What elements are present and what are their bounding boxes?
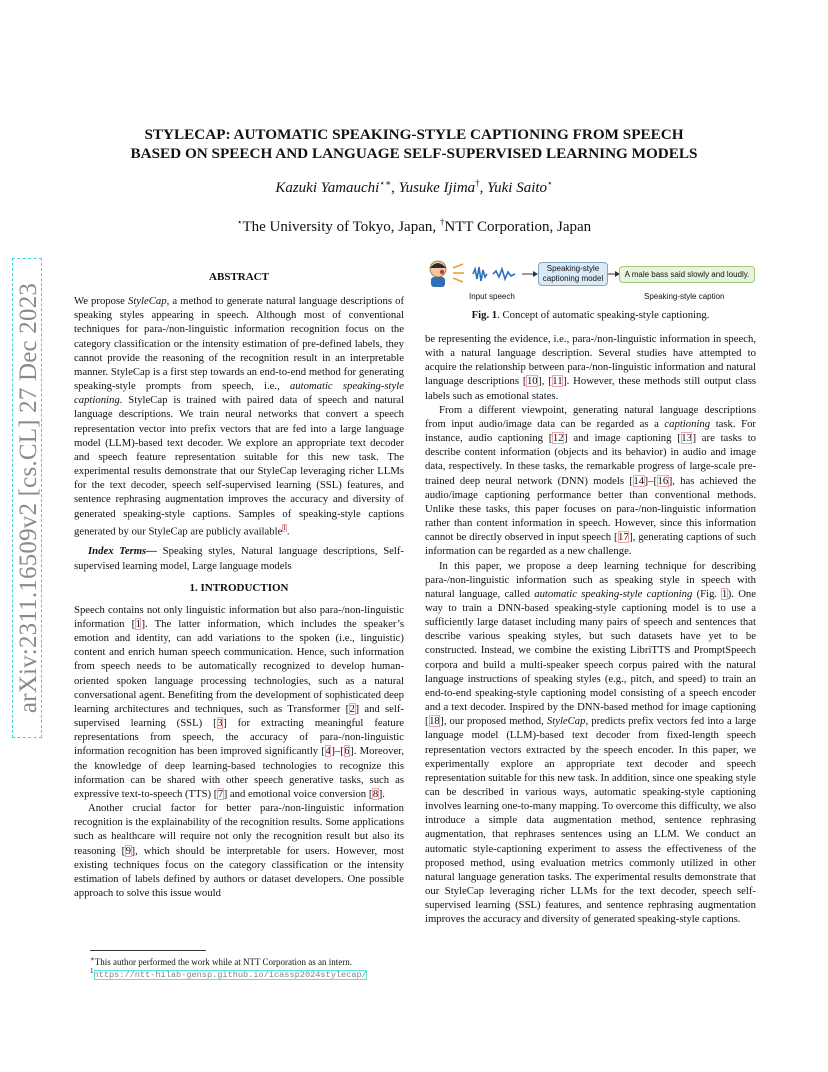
figure-1-caption-text: . Concept of automatic speaking-style captioning.: [497, 309, 710, 321]
arxiv-stamp[interactable]: [12, 258, 46, 738]
right-text-part: and image captioning: [567, 432, 678, 445]
paper-title-line-1: STYLECAP: AUTOMATIC SPEAKING-STYLE CAPTIONING FROM SPEECH: [144, 126, 684, 143]
abstract-text-part: .: [286, 525, 290, 538]
paper-title-line-2: BASED ON SPEECH AND LANGUAGE SELF-SUPERVISED LEARNING MODELS: [130, 145, 698, 162]
right-text-part: task. For instance, audio captioning: [425, 417, 756, 445]
arxiv-stamp-text: arXiv:2311.16509v2 [cs.CL] 27 Dec 2023: [15, 282, 42, 714]
intro-paragraph-1: Speech contains not only linguistic information but also para-/non-linguistic information [1]. The latter information, which includes the speaker’s emotion and identity, can add variations to the spoken (i.e., linguistic) content and enrich human speech communication. Hence, such information from speech needs to be automatically recognized to develop human-oriented spoken language processing technologies, such as a natural conversational agent. Benefiting from the development of sophisticated deep learning architectures and techniques, such as Transformer [2] and self-supervised learning (SSL) [3] for extracting meaningful feature representations from speech, the accuracy of para-/non-linguistic information recognition has been improved significantly [4]–[6]. Moreover, the knowledge of deep learning-based technologies to recognize this information can be shared with other speech generative tasks, such as expressive text-to-speech (TTS) [7] and emotional voice conversion [8].: [74, 603, 405, 800]
citation-link[interactable]: 7: [217, 787, 224, 800]
right-text-part: are tasks to describe content information (objects and its behavior) in audio and image data, respectively. In these tasks, the remarkable progress of large-scale pre-trained deep neural network (DNN) models: [425, 432, 757, 487]
citation-link[interactable]: 12: [552, 432, 564, 445]
right-text-part: , generating captions of such information can be regarded as a new challenge.: [425, 531, 756, 558]
right-text-part: ). One way to train a DNN-based speaking-style captioning model is to use a sufficiently large dataset including many pairs of speech and sentences that describe various speaking styles, but such datasets have yet to be constructed. Instead, we combine the existing LibriTTS and PromptSpeech corpora and build a multi-speaker speech corpus paired with the natural language instructions of speaking styles (e.g., pitch, and speed) to train an end-to-end speaking-style captioning model consisting of a speech encoder and a text decoder. Inspired by the DNN-based method for image captioning: [425, 587, 756, 714]
right-paragraph-2: From a different viewpoint, generating natural language descriptions from input audio/image data can be regarded as a captioning task. For instance, audio captioning [12] and image captioning [13] are tasks to describe content information (objects and its behavior) in audio and image data, respectively. In these tasks, the remarkable progress of large-scale pre-trained deep neural network (DNN) models [14]–[16], has achieved the audio/image captioning performance better than conventional methods. Unlike these tasks, this paper focuses on para-/non-linguistic information rather than content information in speech. However, since this information cannot be directly observed in input speech [17], generating captions of such information can be regarded as a new challenge.: [425, 403, 757, 558]
author-2-mark: †: [475, 178, 480, 188]
citation-link[interactable]: 18: [429, 715, 440, 728]
author-1: Kazuki Yamauchi: [275, 180, 380, 196]
affiliation-1: The University of Tokyo, Japan,: [242, 219, 440, 235]
paper-title: [74, 125, 754, 163]
author-2: Yusuke Ijima: [398, 180, 476, 196]
citation-link[interactable]: 3: [217, 717, 223, 730]
right-paragraph-3: In this paper, we propose a deep learning technique for describing para-/non-linguistic information such as speaking style in speech with natural language, called automatic speaking-style captioning (Fig. 1). One way to train a DNN-based speaking-style captioning model is to use a sufficiently large dataset including many pairs of speech and sentences that describe various speaking styles, but such datasets have yet to be constructed. Instead, we combine the existing LibriTTS and PromptSpeech corpora and build a multi-speaker speech corpus paired with the natural language instructions of speaking styles (e.g., pitch, and speed) to train an end-to-end speaking-style captioning model consisting of a speech encoder and a text decoder. Inspired by the DNN-based method for image captioning [18], our proposed method, StyleCap, predicts prefix vectors fed into a large language model (LLM)-based text decoder from fixed-length speech representation vectors extracted by the speech encoder. In this paper, we experimentally explore an appropriate text decoder and speech representation suitable for this new task. In addition, since one speaking style can be described in various ways, automatic speaking-style captioning involves learning one-to-many mapping. To overcome this difficulty, we also introduce a simple data augmentation method, sentence rephrasing augmentation, that rephrases sentences using an LLM. We conduct an automatic style-captioning experiment to assess the effectiveness of the proposed method, using evaluation metrics commonly utilized in other natural language generation tasks. The experimental results demonstrate that our StyleCap leveraging richer LLMs for the text decoder, speech self-supervised learning (SSL) features, and sentence rephrasing augmentation improves the accuracy and diversity of generated speaking-style captions.: [425, 559, 756, 926]
citation-link[interactable]: 17: [618, 531, 629, 544]
abstract-text-part: . StyleCap is trained with paired data of speech and natural language descriptions. We train neural networks that convert a speech representation vector into prefix vectors that are fed into a large language model (LLM)-based text decoder. We explore an appropriate text decoder and speech feature representation suitable for this new task. The experimental results demonstrate that our StyleCap leveraging richer LLMs for the text decoder, speech self-supervised learning (SSL) features, and sentence rephrasing augmentation improves the accuracy and diversity of generated speaking-style captions. Samples of speaking-style captions generated by our StyleCap are publicly available: [74, 394, 404, 538]
right-text-part: . However, these methods still output class labels such as emotional states.: [425, 375, 757, 402]
citation-link[interactable]: 16: [657, 474, 669, 487]
captioning-model-box: [538, 262, 608, 286]
intro-heading: 1. INTRODUCTION: [189, 581, 289, 594]
citation-link[interactable]: 2: [349, 702, 355, 715]
abstract-text: [74, 294, 404, 538]
author-3: Yuki Saito: [487, 180, 548, 196]
intro-paragraph-2: Another crucial factor for better para-/non-linguistic information recognition is the explainability of the recognition results. Some applications such as healthcare will require not only the recognition result but also its reasoning [9], which should be interpretable for users. However, most existing techniques focus on the category classification or the intensity estimation of labels defined by authors or dataset developers. One possible approach to solve this issue would: [74, 802, 404, 899]
right-text-part: (Fig.: [692, 587, 722, 600]
captioning-model-label-1: Speaking-style: [546, 264, 600, 273]
author-list: Kazuki Yamauchi⋆∗, Yusuke Ijima†, Yuki Saito⋆: [275, 178, 553, 196]
abstract-text-part: , a method to generate natural language descriptions of speaking styles appearing in speech. Although most of conventional techniques for para-/non-linguistic information recognition focus on the category classification or the intensity estimation of pre-defined labels, they cannot provide the reasoning of the recognition result in an interpretable manner. StyleCap is a first step towards an end-to-end method for generating speaking-style prompts from speech, i.e.,: [74, 295, 405, 393]
citation-link[interactable]: 1: [135, 618, 141, 630]
right-text-part: be representing the evidence, i.e., para-/non-linguistic information in speech, with a natural language description. Several studies have attempted to acquire the relationship between para-/non-linguistic information and natural language descriptions: [425, 333, 756, 388]
abstract-heading: ABSTRACT: [209, 271, 269, 283]
footnote-1-text: This author performed the work while at NTT Corporation as an intern.: [94, 957, 353, 967]
index-terms-label: Index Terms—: [88, 545, 157, 558]
figure-1: [425, 256, 756, 308]
intro-text-part: and emotional voice conversion: [227, 787, 369, 800]
citation-link[interactable]: 8: [372, 787, 379, 800]
affiliation-2-mark: †: [439, 217, 445, 227]
abstract-method-name: StyleCap: [127, 295, 167, 308]
intro-text-part: for extracting meaningful feature representations from speech, the accuracy of para-/non-linguistic information recognition has been improved significantly: [74, 717, 404, 758]
right-text-part: –: [648, 474, 654, 487]
footnote-ref-1[interactable]: 1: [282, 523, 287, 532]
citation-link[interactable]: 13: [681, 432, 692, 445]
footnote-1-mark: ∗: [90, 955, 95, 963]
right-text-part: , has achieved the audio/image captioning performance better than conventional methods. Unlike these tasks, this paper focuses on para-/non-linguistic information rather than content information in speech. However, since this information cannot be directly observed in input speech: [425, 474, 757, 544]
citation-link[interactable]: 14: [633, 474, 645, 487]
right-column: [425, 332, 756, 927]
abstract-section: [74, 270, 404, 900]
caption-label: Speaking-style caption: [644, 292, 725, 301]
footnote-rule: [90, 950, 206, 951]
author-1-mark: ⋆∗: [379, 178, 392, 188]
intro-text-part: . Moreover, the knowledge of deep learning-based technologies to recognize this information can be shared with other speech generative tasks, such as expressive text-to-speech (TTS): [74, 745, 404, 800]
intro-text-part: , which should be interpretable for users. However, most existing techniques focus on the category classification or the intensity estimation of labels defined by authors or dataset developers. One possible approach to solve this issue would: [74, 844, 404, 899]
index-terms-text: Speaking styles, Natural language descriptions, Self-supervised learning model, Large language models: [74, 545, 404, 572]
right-italic-term: captioning: [664, 417, 711, 430]
arrow-to-model-icon: [522, 269, 538, 279]
input-speech-label: Input speech: [469, 292, 515, 301]
intro-text-part: . The latter information, which includes the speaker’s emotion and identity, can add variations to the spoken (i.e., linguistic) content and enrich human speech communication. Hence, such information from speech needs to be automatically recognized to develop human-oriented spoken language processing technologies, such as a natural conversational agent. Benefiting from the development of sophisticated deep learning architectures and techniques, such as Transformer: [74, 618, 404, 715]
right-text-part: , predicts prefix vectors fed into a large language model (LLM)-based text decoder from fixed-length speech representation vectors extracted by the speech encoder. In this paper, we experimentally explore an appropriate text decoder and speech representation suitable for this new task. In addition, since one speaking style can be described in various ways, automatic speaking-style captioning involves learning one-to-many mapping. To overcome this difficulty, we also introduce a simple data augmentation method, sentence rephrasing augmentation, that rephrases sentences using an LLM. We conduct an automatic style-captioning experiment to assess the effectiveness of the proposed method, using evaluation metrics commonly utilized in other natural language generation tasks. The experimental results demonstrate that our StyleCap leveraging richer LLMs for the text decoder, speech self-supervised learning (SSL) features, and sentence rephrasing augmentation improves the accuracy and diversity of generated speaking-style captions.: [425, 715, 756, 926]
right-paragraph-1: be representing the evidence, i.e., para-/non-linguistic information in speech, with a natural language description. Several studies have attempted to acquire the relationship between para-/non-linguistic information and natural language descriptions [10], [11]. However, these methods still output class labels such as emotional states.: [425, 333, 757, 402]
citation-link[interactable]: 4: [325, 745, 331, 758]
sound-lines-icon: [452, 262, 466, 284]
captioning-model-label-2: captioning model: [542, 274, 604, 283]
footnote-2-mark: 1: [90, 967, 94, 975]
intro-text-part: and self-supervised learning (SSL): [74, 702, 405, 730]
right-text-part: ,: [541, 375, 549, 388]
right-italic-term: StyleCap: [546, 715, 586, 728]
citation-link[interactable]: 11: [552, 375, 563, 388]
citation-link[interactable]: 6: [344, 745, 350, 758]
intro-text-part: Speech contains not only linguistic information but also para-/non-linguistic information: [74, 603, 404, 630]
figure-1-caption: [425, 309, 756, 321]
index-terms: [74, 544, 404, 572]
affiliations: [74, 217, 754, 236]
waveform-icon: [471, 265, 519, 283]
abstract-task-name: automatic speaking-style captioning: [74, 380, 404, 407]
intro-text-part: Another crucial factor for better para-/non-linguistic information recognition is the explainability of the recognition results. Some applications such as healthcare will require not only the recognition result but also its reasoning: [74, 802, 404, 857]
citation-link[interactable]: 9: [125, 844, 131, 857]
figure-ref-link[interactable]: 1: [721, 587, 728, 600]
affiliation-1-mark: ⋆: [236, 217, 243, 227]
footnote-2: [90, 966, 367, 981]
right-text-part: From a different viewpoint, generating natural language descriptions from input audio/image data can be regarded as a: [425, 403, 756, 430]
author-3-mark: ⋆: [547, 178, 553, 188]
right-italic-term: automatic speaking-style captioning: [534, 587, 693, 600]
caption-output-box: A male bass said slowly and loudly.: [619, 266, 755, 283]
citation-link[interactable]: 10: [526, 375, 538, 388]
figure-1-caption-label: Fig. 1: [471, 309, 498, 321]
intro-text-part: .: [382, 787, 385, 800]
intro-text-part: –: [334, 745, 341, 758]
affiliation-2: NTT Corporation, Japan: [444, 219, 592, 235]
right-text-part: , our proposed method,: [443, 715, 547, 728]
speaker-icon: [427, 258, 453, 288]
footnote-url-link[interactable]: https://ntt-hilab-gensp.github.io/icassp2024stylecap/: [93, 970, 367, 980]
right-text-part: In this paper, we propose a deep learning technique for describing para-/non-linguistic information such as speaking style in speech with natural language, called: [425, 559, 756, 600]
abstract-text-part: We propose: [74, 295, 128, 308]
